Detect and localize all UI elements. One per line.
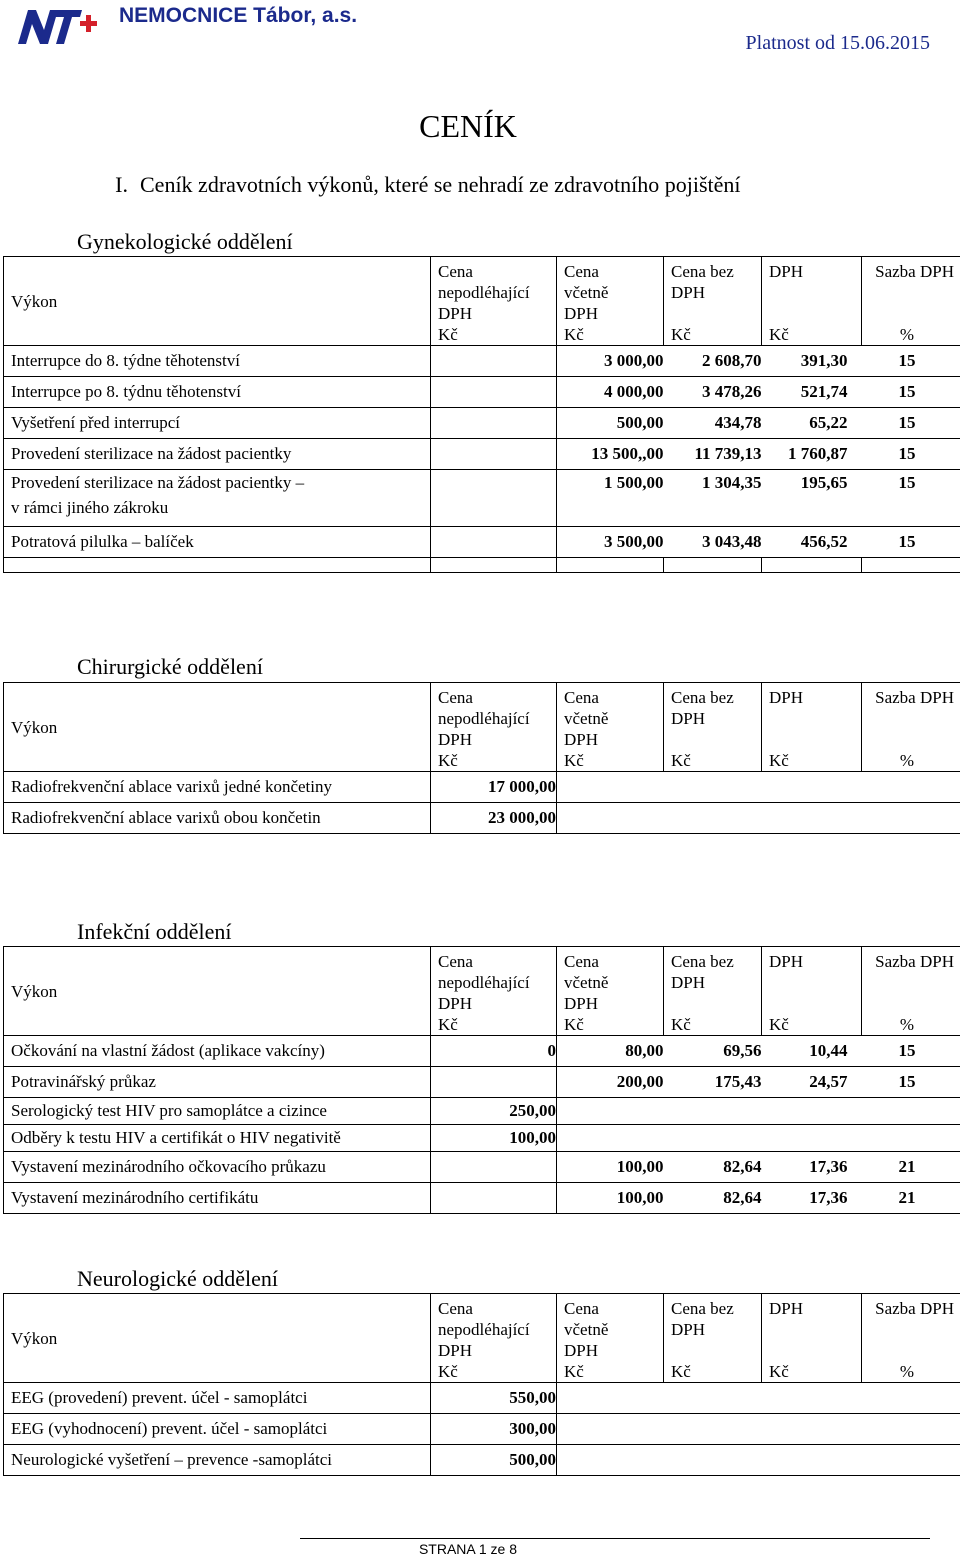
row-description-text: Serologický test HIV pro samoplátce a cizince — [11, 1098, 430, 1124]
sazba-header — [862, 257, 960, 346]
nepodl-header — [431, 947, 557, 1036]
validity-date: Platnost od 15.06.2015 — [746, 32, 930, 55]
vcetne-header — [557, 947, 664, 1036]
column-label — [769, 993, 861, 1014]
column-label: Kč — [671, 750, 761, 771]
price-vcetne — [557, 772, 664, 803]
vat-rate: 15 — [862, 1067, 960, 1098]
column-label: DPH — [769, 261, 861, 282]
table-row — [4, 803, 960, 834]
column-label — [769, 972, 861, 993]
dph-amount — [762, 1383, 862, 1414]
column-label: DPH — [671, 282, 761, 303]
row-description — [4, 1098, 431, 1125]
column-label: DPH — [564, 729, 663, 750]
row-description — [4, 439, 431, 470]
price-bez: 82,64 — [664, 1183, 762, 1214]
row-description — [4, 527, 431, 558]
price-bez — [664, 772, 762, 803]
price-nepodl — [431, 408, 557, 439]
table-spacer-cell — [431, 558, 557, 573]
hospital-name: NEMOCNICE Tábor, a.s. — [119, 4, 357, 28]
dph-amount: 521,74 — [762, 377, 862, 408]
column-label: nepodléhající — [438, 708, 556, 729]
department-name: Gynekologické oddělení — [77, 229, 293, 255]
table-spacer-cell — [557, 558, 664, 573]
row-description — [4, 470, 431, 527]
price-bez — [664, 1445, 762, 1476]
column-label: Cena — [438, 261, 556, 282]
row-description — [4, 1183, 431, 1214]
price-table — [3, 256, 960, 573]
column-label: Kč — [564, 1361, 663, 1382]
column-label: Kč — [438, 324, 556, 345]
row-description-text: Provedení sterilizace na žádost pacientky – — [11, 470, 430, 495]
column-label: Kč — [671, 1014, 761, 1035]
price-vcetne — [557, 1125, 664, 1152]
column-label — [671, 1340, 761, 1361]
table-header-row — [4, 257, 960, 346]
column-label: % — [862, 1014, 954, 1035]
column-label — [862, 1340, 954, 1361]
nepodl-header — [431, 1294, 557, 1383]
column-label: včetně — [564, 1319, 663, 1340]
column-label: Cena — [564, 951, 663, 972]
row-description-text: Interrupce po 8. týdnu těhotenství — [11, 377, 430, 407]
row-description-text: Očkování na vlastní žádost (aplikace vakcíny) — [11, 1036, 430, 1066]
column-label: Výkon — [11, 982, 57, 1001]
vykon-header — [4, 257, 431, 346]
price-nepodl — [431, 1183, 557, 1214]
price-nepodl: 250,00 — [431, 1098, 557, 1125]
vat-rate: 21 — [862, 1183, 960, 1214]
dph-amount: 391,30 — [762, 346, 862, 377]
table-row — [4, 1036, 960, 1067]
price-vcetne: 100,00 — [557, 1152, 664, 1183]
table-row — [4, 346, 960, 377]
price-bez: 3 043,48 — [664, 527, 762, 558]
column-label — [862, 1319, 954, 1340]
price-vcetne: 1 500,00 — [557, 470, 664, 527]
vat-rate: 15 — [862, 346, 960, 377]
column-label: DPH — [769, 687, 861, 708]
price-nepodl: 300,00 — [431, 1414, 557, 1445]
vcetne-header — [557, 1294, 664, 1383]
column-label — [769, 1340, 861, 1361]
row-description-text: Potratová pilulka – balíček — [11, 527, 430, 557]
column-label: včetně — [564, 972, 663, 993]
price-vcetne: 3 500,00 — [557, 527, 664, 558]
price-bez: 434,78 — [664, 408, 762, 439]
vat-rate: 15 — [862, 470, 960, 527]
column-label: nepodléhající — [438, 282, 556, 303]
column-label: včetně — [564, 708, 663, 729]
row-description-text: Vystavení mezinárodního certifikátu — [11, 1183, 430, 1213]
column-label: Cena — [564, 1298, 663, 1319]
price-vcetne — [557, 1445, 664, 1476]
dph-amount — [762, 1125, 862, 1152]
vykon-header — [4, 947, 431, 1036]
price-bez — [664, 1414, 762, 1445]
table-row — [4, 470, 960, 527]
price-nepodl: 500,00 — [431, 1445, 557, 1476]
price-vcetne: 100,00 — [557, 1183, 664, 1214]
vat-rate — [862, 1098, 960, 1125]
column-label — [862, 708, 954, 729]
row-description-text: Provedení sterilizace na žádost pacientky — [11, 439, 430, 469]
column-label: DPH — [564, 993, 663, 1014]
vat-rate — [862, 772, 960, 803]
vcetne-header — [557, 683, 664, 772]
column-label — [671, 993, 761, 1014]
table-row — [4, 1067, 960, 1098]
column-label: DPH — [438, 729, 556, 750]
column-label: Kč — [671, 1361, 761, 1382]
column-label: Kč — [564, 1014, 663, 1035]
column-label — [769, 729, 861, 750]
footer-divider — [300, 1538, 930, 1539]
row-description — [4, 1067, 431, 1098]
column-label — [769, 708, 861, 729]
price-vcetne — [557, 1414, 664, 1445]
row-description — [4, 1036, 431, 1067]
dph-header — [762, 683, 862, 772]
price-nepodl — [431, 527, 557, 558]
row-description — [4, 408, 431, 439]
column-label — [862, 282, 954, 303]
vykon-header — [4, 1294, 431, 1383]
table-row — [4, 408, 960, 439]
section-heading-text: Ceník zdravotních výkonů, které se nehradí ze zdravotního pojištění — [140, 172, 741, 197]
price-bez — [664, 1098, 762, 1125]
price-nepodl: 550,00 — [431, 1383, 557, 1414]
table-row — [4, 1383, 960, 1414]
column-label: Kč — [438, 1014, 556, 1035]
column-label — [862, 993, 954, 1014]
column-label: Sazba DPH — [862, 1298, 954, 1319]
price-vcetne — [557, 803, 664, 834]
dph-header — [762, 1294, 862, 1383]
column-label: nepodléhající — [438, 972, 556, 993]
price-nepodl — [431, 439, 557, 470]
column-label: Cena bez — [671, 1298, 761, 1319]
row-description — [4, 346, 431, 377]
row-description — [4, 803, 431, 834]
column-label: Sazba DPH — [862, 261, 954, 282]
page-footer: STRANA 1 ze 8 — [0, 1541, 936, 1557]
vat-rate — [862, 1383, 960, 1414]
vat-rate: 15 — [862, 377, 960, 408]
nepodl-header — [431, 683, 557, 772]
vykon-header — [4, 683, 431, 772]
price-vcetne: 200,00 — [557, 1067, 664, 1098]
row-description — [4, 772, 431, 803]
price-bez: 1 304,35 — [664, 470, 762, 527]
sazba-header — [862, 947, 960, 1036]
price-table — [3, 682, 960, 834]
price-nepodl — [431, 346, 557, 377]
nepodl-header — [431, 257, 557, 346]
price-bez: 175,43 — [664, 1067, 762, 1098]
row-description-text: Vystavení mezinárodního očkovacího průkazu — [11, 1152, 430, 1182]
table-row — [4, 1414, 960, 1445]
price-table — [3, 946, 960, 1214]
column-label: DPH — [769, 1298, 861, 1319]
row-description-text: Radiofrekvenční ablace varixů obou končetin — [11, 803, 430, 833]
column-label: % — [862, 1361, 954, 1382]
dph-amount: 456,52 — [762, 527, 862, 558]
dph-amount: 65,22 — [762, 408, 862, 439]
row-description — [4, 377, 431, 408]
price-vcetne: 4 000,00 — [557, 377, 664, 408]
column-label — [671, 303, 761, 324]
price-bez — [664, 803, 762, 834]
column-label — [769, 1319, 861, 1340]
dph-amount — [762, 1098, 862, 1125]
row-description — [4, 1152, 431, 1183]
dph-amount: 24,57 — [762, 1067, 862, 1098]
department-name: Chirurgické oddělení — [77, 654, 263, 680]
price-vcetne: 3 000,00 — [557, 346, 664, 377]
table-row — [4, 1125, 960, 1152]
bez-header — [664, 1294, 762, 1383]
column-label: Cena — [438, 1298, 556, 1319]
bez-header — [664, 683, 762, 772]
table-header-row — [4, 683, 960, 772]
row-description — [4, 1414, 431, 1445]
price-nepodl — [431, 1152, 557, 1183]
vat-rate — [862, 1125, 960, 1152]
page-title: CENÍK — [0, 108, 936, 145]
price-vcetne — [557, 1098, 664, 1125]
dph-amount — [762, 1445, 862, 1476]
row-description-text: EEG (provedení) prevent. účel - samoplátci — [11, 1383, 430, 1413]
section-heading — [90, 172, 741, 198]
price-nepodl — [431, 1067, 557, 1098]
column-label: % — [862, 324, 954, 345]
price-nepodl — [431, 377, 557, 408]
column-label: Cena bez — [671, 951, 761, 972]
price-nepodl: 100,00 — [431, 1125, 557, 1152]
price-bez — [664, 1383, 762, 1414]
dph-amount: 195,65 — [762, 470, 862, 527]
column-label: Výkon — [11, 1329, 57, 1348]
column-label: DPH — [438, 993, 556, 1014]
table-row — [4, 439, 960, 470]
vat-rate — [862, 1414, 960, 1445]
row-description-text: Interrupce do 8. týdne těhotenství — [11, 346, 430, 376]
table-spacer-row — [4, 558, 960, 573]
price-nepodl: 17 000,00 — [431, 772, 557, 803]
price-vcetne: 13 500,,00 — [557, 439, 664, 470]
column-label: Výkon — [11, 292, 57, 311]
column-label: Sazba DPH — [862, 951, 954, 972]
row-description-text: EEG (vyhodnocení) prevent. účel - samoplátci — [11, 1414, 430, 1444]
price-bez: 2 608,70 — [664, 346, 762, 377]
price-bez: 82,64 — [664, 1152, 762, 1183]
price-nepodl: 0 — [431, 1036, 557, 1067]
column-label: Kč — [564, 750, 663, 771]
column-label: Výkon — [11, 718, 57, 737]
price-vcetne: 80,00 — [557, 1036, 664, 1067]
hospital-logo — [16, 6, 100, 48]
table-header-row — [4, 947, 960, 1036]
dph-header — [762, 947, 862, 1036]
vat-rate: 21 — [862, 1152, 960, 1183]
row-description-text: Radiofrekvenční ablace varixů jedné končetiny — [11, 772, 430, 802]
column-label: DPH — [671, 972, 761, 993]
dph-amount: 1 760,87 — [762, 439, 862, 470]
column-label: včetně — [564, 282, 663, 303]
price-vcetne: 500,00 — [557, 408, 664, 439]
dph-amount — [762, 803, 862, 834]
table-header-row — [4, 1294, 960, 1383]
price-bez: 3 478,26 — [664, 377, 762, 408]
column-label: Cena bez — [671, 687, 761, 708]
price-bez — [664, 1125, 762, 1152]
column-label: DPH — [769, 951, 861, 972]
column-label — [769, 282, 861, 303]
vat-rate: 15 — [862, 1036, 960, 1067]
price-table — [3, 1293, 960, 1476]
column-label — [769, 303, 861, 324]
dph-amount: 17,36 — [762, 1152, 862, 1183]
row-description-text: Odběry k testu HIV a certifikát o HIV negativitě — [11, 1125, 430, 1151]
price-nepodl: 23 000,00 — [431, 803, 557, 834]
price-vcetne — [557, 1383, 664, 1414]
column-label: DPH — [671, 708, 761, 729]
column-label: Kč — [769, 750, 861, 771]
table-spacer-cell — [862, 558, 960, 573]
bez-header — [664, 947, 762, 1036]
column-label — [862, 303, 954, 324]
row-description — [4, 1445, 431, 1476]
table-row — [4, 1183, 960, 1214]
column-label: Cena — [564, 261, 663, 282]
table-spacer-cell — [4, 558, 431, 573]
column-label: Kč — [438, 750, 556, 771]
column-label: Cena — [438, 951, 556, 972]
dph-amount — [762, 772, 862, 803]
dph-header — [762, 257, 862, 346]
vat-rate — [862, 1445, 960, 1476]
column-label: Kč — [438, 1361, 556, 1382]
price-nepodl — [431, 470, 557, 527]
row-description-text: Potravinářský průkaz — [11, 1067, 430, 1097]
column-label — [671, 729, 761, 750]
column-label: Kč — [564, 324, 663, 345]
column-label: DPH — [564, 1340, 663, 1361]
row-description-text: Neurologické vyšetření – prevence -samoplátci — [11, 1445, 430, 1475]
row-description — [4, 1125, 431, 1152]
column-label: Cena — [564, 687, 663, 708]
row-description-text: v rámci jiného zákroku — [11, 495, 430, 520]
table-row — [4, 527, 960, 558]
column-label: DPH — [438, 1340, 556, 1361]
column-label: Cena — [438, 687, 556, 708]
table-row — [4, 1152, 960, 1183]
table-row — [4, 1098, 960, 1125]
column-label: Kč — [769, 1014, 861, 1035]
dph-amount: 10,44 — [762, 1036, 862, 1067]
column-label: DPH — [564, 303, 663, 324]
dph-amount: 17,36 — [762, 1183, 862, 1214]
column-label: DPH — [671, 1319, 761, 1340]
vat-rate: 15 — [862, 439, 960, 470]
column-label: nepodléhající — [438, 1319, 556, 1340]
sazba-header — [862, 1294, 960, 1383]
column-label: DPH — [438, 303, 556, 324]
price-bez: 69,56 — [664, 1036, 762, 1067]
department-name: Neurologické oddělení — [77, 1266, 278, 1292]
column-label: Cena bez — [671, 261, 761, 282]
bez-header — [664, 257, 762, 346]
table-spacer-cell — [664, 558, 762, 573]
vat-rate — [862, 803, 960, 834]
column-label: Kč — [769, 1361, 861, 1382]
section-number: I. — [90, 172, 140, 198]
row-description-text: Vyšetření před interrupcí — [11, 408, 430, 438]
row-description — [4, 1383, 431, 1414]
vat-rate: 15 — [862, 527, 960, 558]
vat-rate: 15 — [862, 408, 960, 439]
table-spacer-cell — [762, 558, 862, 573]
sazba-header — [862, 683, 960, 772]
table-row — [4, 772, 960, 803]
dph-amount — [762, 1414, 862, 1445]
column-label: % — [862, 750, 954, 771]
column-label: Sazba DPH — [862, 687, 954, 708]
table-row — [4, 377, 960, 408]
column-label: Kč — [671, 324, 761, 345]
vcetne-header — [557, 257, 664, 346]
column-label: Kč — [769, 324, 861, 345]
column-label — [862, 972, 954, 993]
price-bez: 11 739,13 — [664, 439, 762, 470]
column-label — [862, 729, 954, 750]
table-row — [4, 1445, 960, 1476]
department-name: Infekční oddělení — [77, 919, 232, 945]
